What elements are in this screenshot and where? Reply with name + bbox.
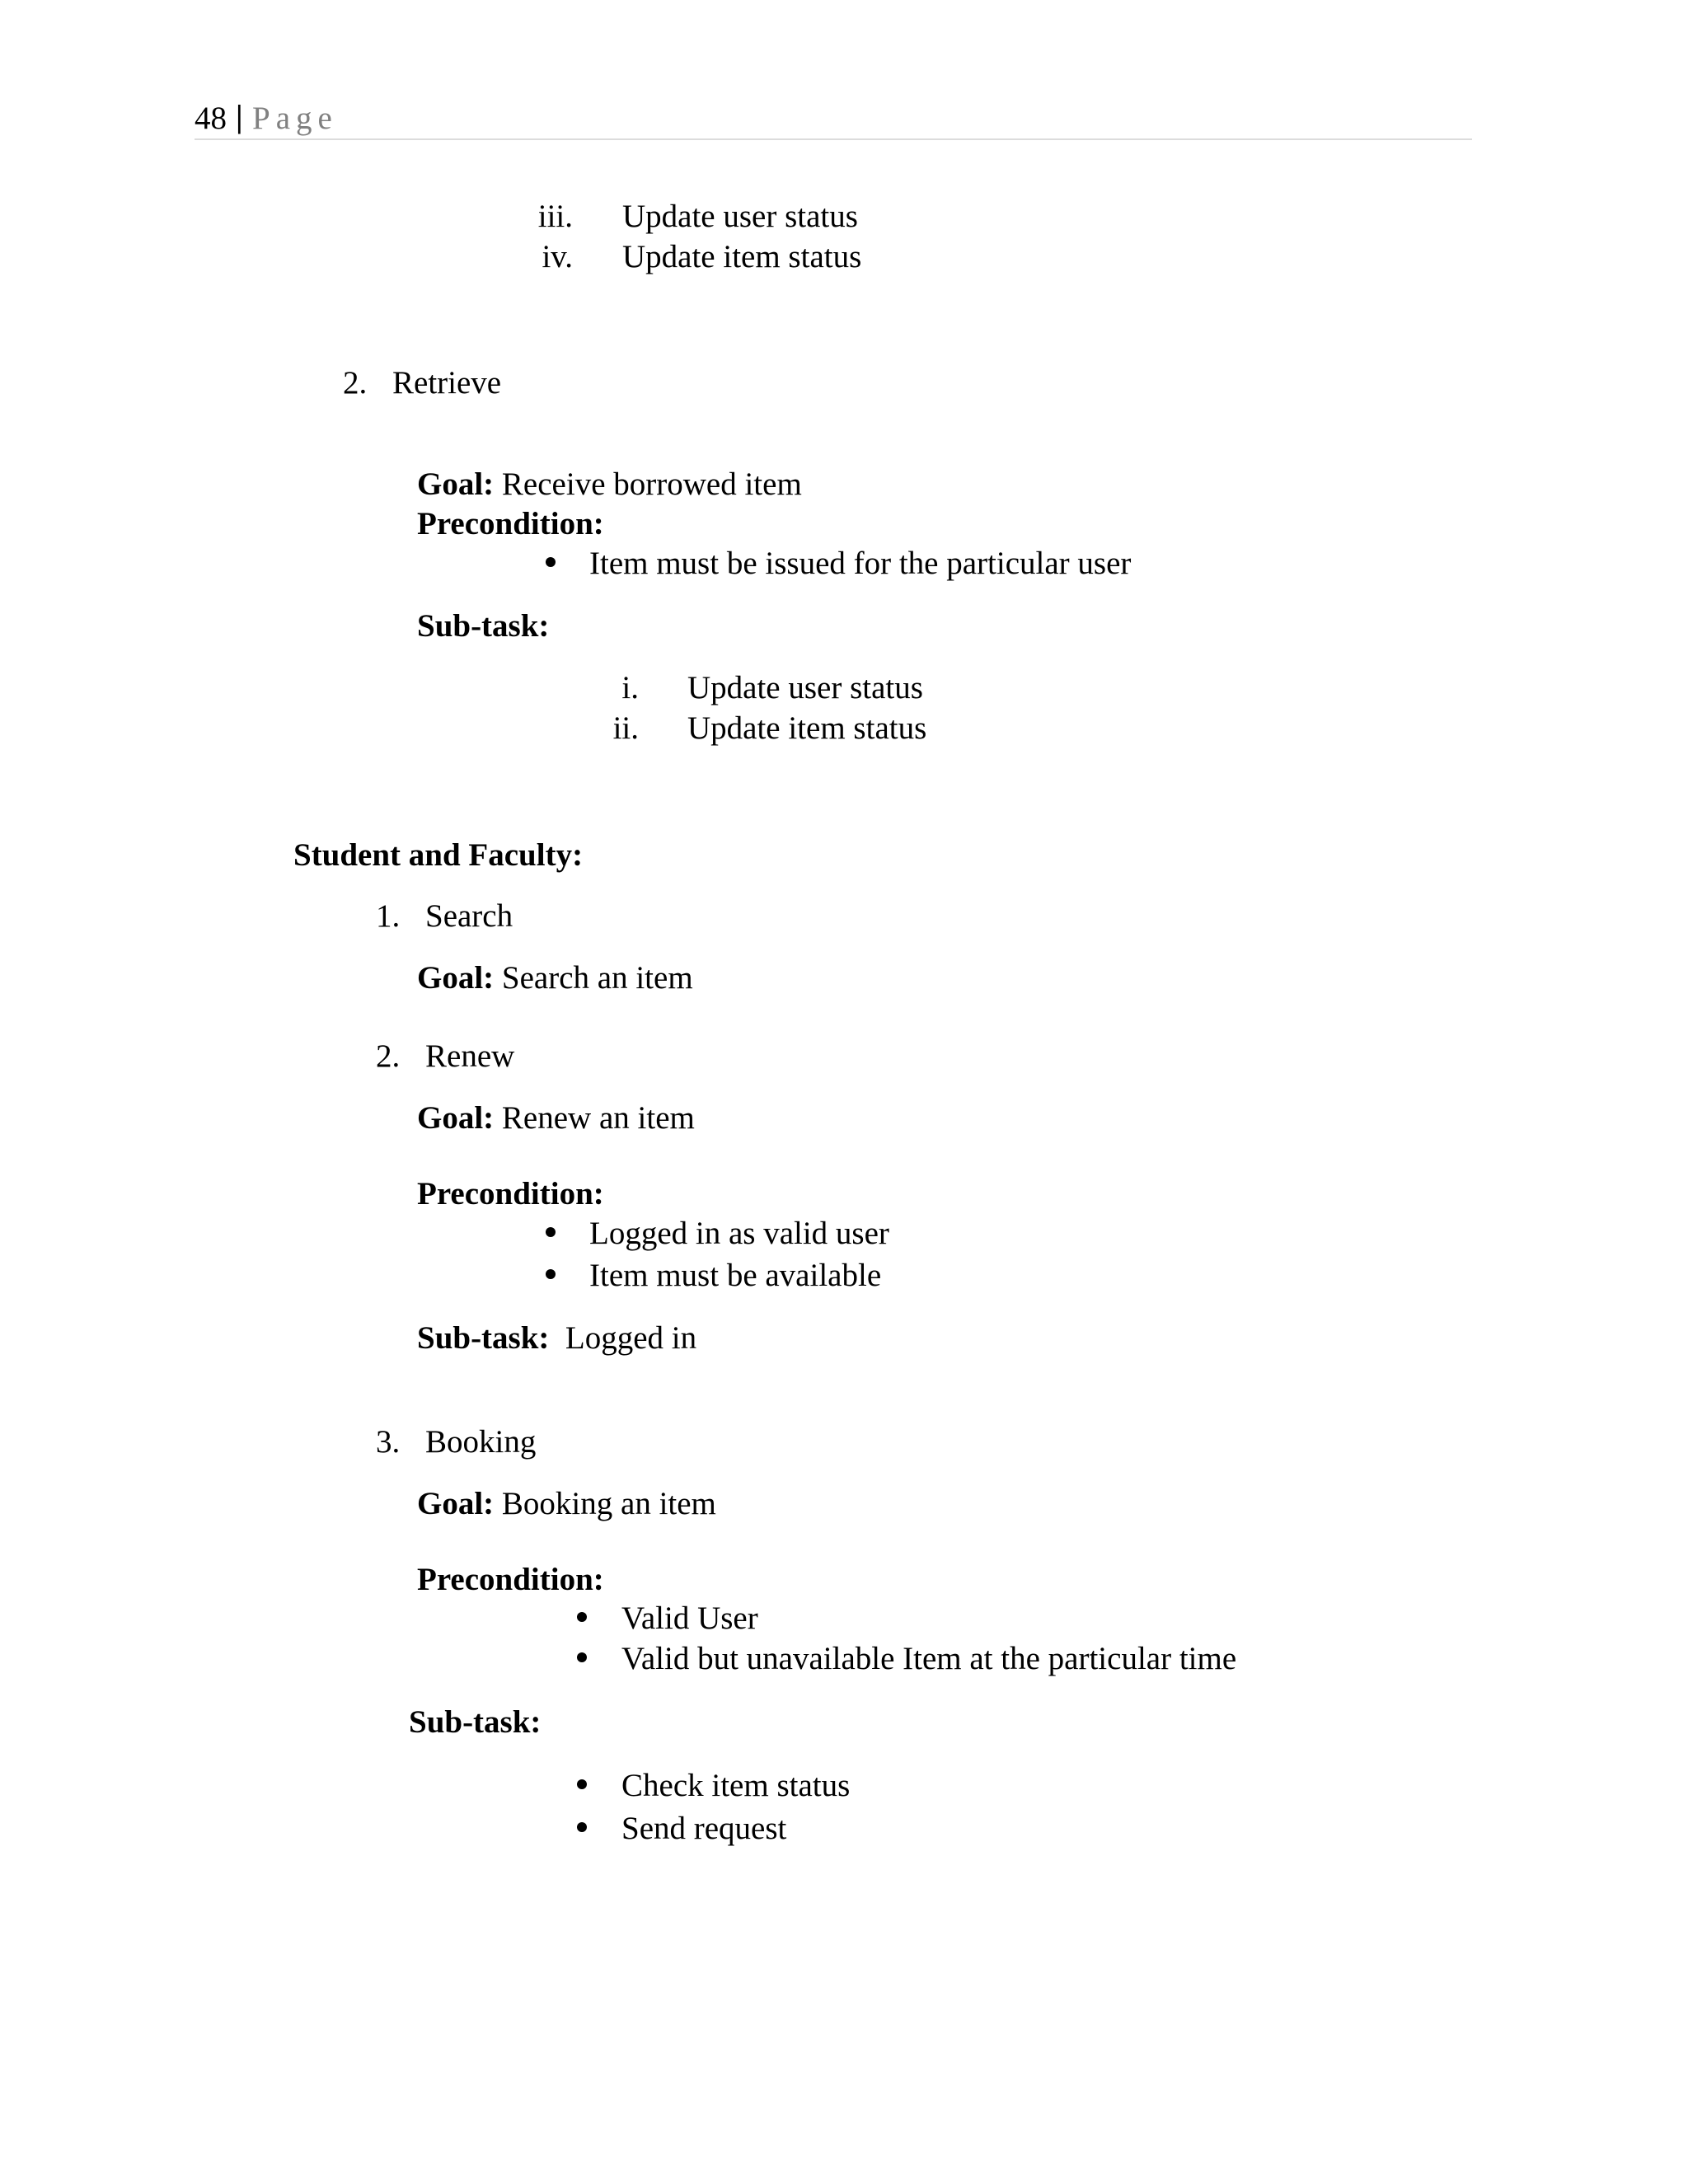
bullet-icon — [577, 1612, 587, 1622]
list-item: Update item status — [622, 239, 862, 274]
bullet-icon — [577, 1822, 587, 1832]
section-marker: 2. — [376, 1038, 401, 1074]
goal-text: Receive borrowed item — [501, 466, 802, 502]
list-item: Update user status — [687, 670, 923, 705]
subtask-line — [417, 1322, 696, 1354]
page-word: Page — [252, 101, 338, 136]
page-number: 48 — [195, 101, 227, 136]
list-item: Send request — [621, 1811, 787, 1846]
goal-line — [417, 1488, 716, 1520]
section-title: Retrieve — [392, 365, 502, 401]
subtask-label: Sub-task: — [417, 608, 550, 644]
list-item: Update user status — [622, 199, 858, 234]
precondition-label: Precondition: — [417, 1176, 604, 1212]
goal-line — [417, 962, 693, 994]
list-item: Item must be issued for the particular user — [589, 546, 1132, 581]
subtask-text: Logged in — [565, 1320, 697, 1356]
section-heading: Student and Faculty: — [293, 837, 584, 873]
bullet-icon — [546, 1269, 556, 1279]
goal-label: Goal: — [417, 466, 495, 502]
list-marker: i. — [621, 670, 639, 705]
section-title: Renew — [425, 1038, 515, 1074]
precondition-label: Precondition: — [417, 1562, 604, 1597]
header-rule — [195, 138, 1472, 140]
goal-line — [417, 468, 802, 500]
list-marker: iv. — [542, 239, 573, 274]
section-title: Booking — [425, 1424, 537, 1460]
section-title: Search — [425, 898, 513, 934]
list-item: Update item status — [687, 710, 927, 746]
section-marker: 1. — [376, 898, 401, 934]
bullet-icon — [546, 557, 556, 567]
section-marker: 2. — [343, 365, 368, 401]
list-item: Logged in as valid user — [589, 1216, 889, 1251]
page-separator: | — [236, 99, 243, 134]
list-item: Check item status — [621, 1768, 851, 1803]
goal-label: Goal: — [417, 960, 495, 996]
goal-line — [417, 1102, 695, 1134]
subtask-label: Sub-task: — [417, 1320, 550, 1356]
goal-label: Goal: — [417, 1100, 495, 1136]
list-item: Item must be available — [589, 1258, 882, 1293]
subtask-label: Sub-task: — [409, 1704, 542, 1740]
bullet-icon — [577, 1779, 587, 1789]
list-item: Valid but unavailable Item at the particular time — [621, 1641, 1237, 1676]
precondition-label: Precondition: — [417, 506, 604, 541]
goal-text: Search an item — [501, 960, 693, 996]
list-marker: ii. — [612, 710, 639, 746]
bullet-icon — [577, 1652, 587, 1662]
list-item: Valid User — [621, 1601, 758, 1636]
bullet-icon — [546, 1227, 556, 1237]
goal-label: Goal: — [417, 1486, 495, 1521]
goal-text: Booking an item — [501, 1486, 716, 1521]
section-marker: 3. — [376, 1424, 401, 1460]
goal-text: Renew an item — [501, 1100, 695, 1136]
list-marker: iii. — [537, 199, 573, 234]
